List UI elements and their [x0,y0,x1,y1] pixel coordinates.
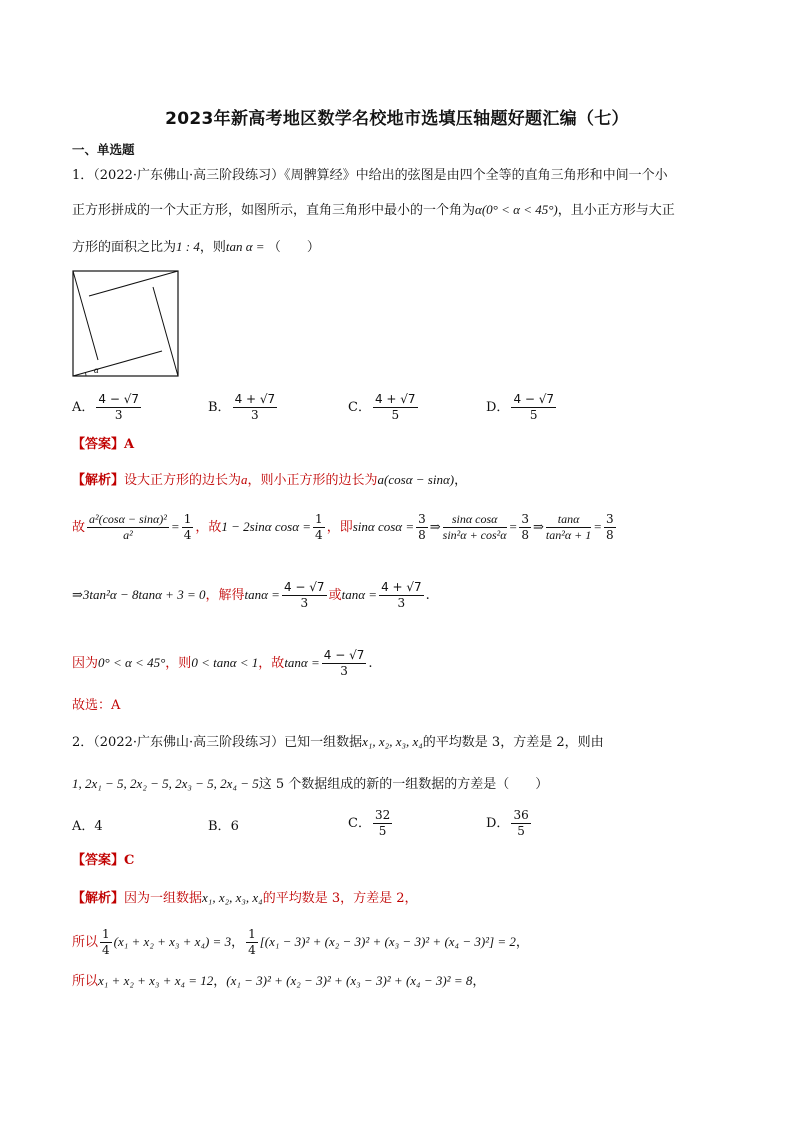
squared-sum-expr: (x₁ − 3)² + (x₂ − 3)² + (x₃ − 3)² + (x₄ − 3)² = 8 [226,973,473,988]
option-value: 4 [94,819,103,834]
analysis-text-2: 的平均数是 3，方差是 2， [262,891,418,906]
q2-analysis-line-1 [72,888,418,909]
eq-sign: = [170,519,180,534]
answer-tag: 【答案】 [72,437,125,452]
fraction-quarter: $\frac{1}{4}$ [102,927,110,957]
period-2: . [368,656,373,671]
outer-square [73,271,178,376]
expr-2: 1 − 2sinα cosα = [221,519,312,534]
analysis-ze: ，则 [165,656,192,671]
analysis-var: a [241,472,248,487]
q1-answer [72,435,134,455]
analysis-vars: x₁, x₂, x₃, x₄ [202,890,263,905]
q1-blank: （ ） [267,240,320,255]
q2-data-vars: x₁, x₂, x₃, x₄ [362,734,423,749]
q1-angle-range: α(0° < α < 45°) [475,202,558,217]
variance-expr: [(x₁ − 3)² + (x₂ − 3)² + (x₃ − 3)² + (x₄ − 3)²] = 2 [259,934,516,949]
triangle-edge-2 [153,287,178,376]
mean-expr: (x₁ + x₂ + x₃ + x₄) = 3 [113,934,232,949]
alpha-label: α [94,365,99,375]
analysis-jiede: ，解得 [205,588,245,603]
q1-option-c[interactable] [348,392,420,423]
tan-expr-3: tanα = [284,655,320,670]
answer-tag: 【答案】 [72,853,125,868]
analysis-gu: 故 [72,520,86,535]
fraction-3-8-c: $\frac{3}{8}$ [606,512,614,542]
analysis-tag: 【解析】 [72,473,125,488]
q2-analysis-line-3 [72,971,485,992]
option-fraction: $\frac{32}{5}$ [374,808,391,838]
implies-arrow-2: ⇒ [532,520,544,535]
q2-option-c[interactable] [348,808,394,839]
q1-line-3-text: 方形的面积之比为 [72,240,177,255]
fraction-3-8: $\frac{3}{8}$ [418,512,426,542]
option-label: D． [486,816,510,831]
analysis-suoyi: 所以 [72,935,99,950]
analysis-tag: 【解析】 [72,891,125,906]
section-heading: 一、单选题 [72,142,135,157]
q1-analysis-line-1 [72,470,467,491]
implies-arrow: ⇒ [429,520,441,535]
q1-line-2-text: 正方形拼成的一个大正方形，如图所示，直角三角形中最小的一个角为 [72,203,476,218]
option-fraction: $\frac{36}{5}$ [513,808,529,838]
q1-option-b[interactable] [208,392,279,423]
tan-expr: tanα = [244,587,280,602]
analysis-gu-3: ，故 [258,656,285,671]
q1-tan-expr: tan α = [225,239,268,254]
analysis-gu-2: ，故 [195,520,222,535]
q2-new-data: 1, 2x₁ − 5, 2x₂ − 5, 2x₃ − 5, 2x₄ − 5 [72,776,259,791]
fraction-5: $\frac{\tan\alpha}{\text{tan²α + 1}}$ [545,512,592,542]
option-fraction: $\frac{4 + √7}{5}$ [374,392,416,422]
option-value: 6 [230,819,239,834]
option-label: A． [72,400,95,415]
q1-line-1: 1．（2022·广东佛山·高三阶段练习）《周髀算经》中给出的弦图是由四个全等的直角三角形和中间一个小 [72,168,668,183]
pinwheel-figure [72,270,180,378]
q1-choose: 故选：A [72,698,121,713]
fraction-1: $\frac{\text{a²(cosα − sinα)²}}{\text{a²}}$ [89,512,167,542]
q2-line-1 [72,732,604,753]
angle-range: 0° < α < 45° [98,655,166,670]
option-label: B． [208,819,231,834]
q1-then: ，则 [199,240,226,255]
analysis-yinwei: 因为 [72,656,99,671]
q2-analysis-line-2 [72,927,529,958]
analysis-ji: ，即 [326,520,353,535]
fraction-4: $\frac{\text{sinα cosα}}{\text{sin²α + cos²α}}$ [442,512,507,542]
fraction-3-8-b: $\frac{3}{8}$ [521,512,529,542]
quadratic-eq: ⇒3tan²α − 8tanα + 3 = 0 [72,587,206,602]
q2-line-1-text: 2．（2022·广东佛山·高三阶段练习）已知一组数据 [72,735,363,750]
q1-option-d[interactable] [486,392,558,423]
analysis-text: 因为一组数据 [124,891,203,906]
option-label: C． [348,400,371,415]
q2-answer [72,851,134,871]
option-label: A． [72,819,95,834]
answer-value: C [124,853,135,868]
analysis-comma: ， [454,473,468,488]
option-label: B． [208,400,231,415]
q2-line-2-tail: 这 5 个数据组成的新的一组数据的方差是（ ） [258,777,549,792]
answer-value: A [124,437,135,452]
q1-line-2 [72,200,675,221]
fraction-quarter-2: $\frac{1}{4}$ [315,512,323,542]
option-fraction: $\frac{4 - √7}{5}$ [513,392,555,422]
option-fraction: $\frac{4 - √7}{3}$ [98,392,139,422]
option-fraction: $\frac{4 + √7}{3}$ [234,392,276,422]
comma: ， [231,935,245,950]
fraction-quarter: $\frac{1}{4}$ [183,512,192,542]
comma-2: ， [515,935,529,950]
triangle-edge-4 [73,271,98,360]
option-label: C． [348,816,371,831]
q2-option-a[interactable] [72,815,103,834]
q1-analysis-line-4 [72,648,373,679]
q1-option-a[interactable] [72,392,143,423]
analysis-expr: a(cosα − sinα) [377,472,455,487]
analysis-suoyi-2: 所以 [72,974,99,989]
analysis-text-2: ，则小正方形的边长为 [247,473,378,488]
option-label: D． [486,400,510,415]
root-1: $\frac{4 - √7}{3}$ [283,580,325,610]
q2-option-b[interactable] [208,815,239,834]
q2-option-d[interactable] [486,808,533,839]
page-title: 2023年新高考地区数学名校地市选填压轴题好题汇编（七） [165,109,629,129]
triangle-edge-1 [73,351,162,376]
fraction-quarter-2: $\frac{1}{4}$ [248,927,256,957]
q1-analysis-line-3 [72,580,430,611]
q2-line-1-tail: 的平均数是 3，方差是 2，则由 [422,735,604,750]
triangle-edge-3 [89,271,178,296]
period: . [425,588,430,603]
comma-4: ， [472,974,486,989]
q1-line-3 [72,237,320,258]
tan-range: 0 < tanα < 1 [191,655,259,670]
q2-line-2 [72,774,548,795]
analysis-or: 或 [328,588,342,603]
root-2: $\frac{4 + √7}{3}$ [381,580,422,610]
sum-expr: x₁ + x₂ + x₃ + x₄ = 12 [98,973,214,988]
comma-3: ， [213,974,227,989]
q1-line-2-tail: ，且小正方形与大正 [557,203,675,218]
tan-expr-2: tanα = [341,587,378,602]
analysis-text: 设大正方形的边长为 [124,473,242,488]
final-fraction: $\frac{4 - √7}{3}$ [323,648,365,678]
expr-3: sinα cosα = [352,519,415,534]
q1-ratio: 1 : 4 [176,239,200,254]
q1-analysis-line-2: 故 $\frac{\text{a²(cosα − sinα)²}}{\text{a²}}$ = $\frac{1}{4}$ ，故1 − 2sinα cosα = $\frac{1}{4}$ ，即sinα cosα = $\frac{3}{8}$ ⇒ $\frac{\text{sinα cosα}}{\text{sin²α + cos²α}}$ = $\frac{3}{8}$ ⇒ $\frac{\tan\alpha}{\text{tan²α + 1}}$ = $\frac{3}{8}$ [72,512,614,542]
